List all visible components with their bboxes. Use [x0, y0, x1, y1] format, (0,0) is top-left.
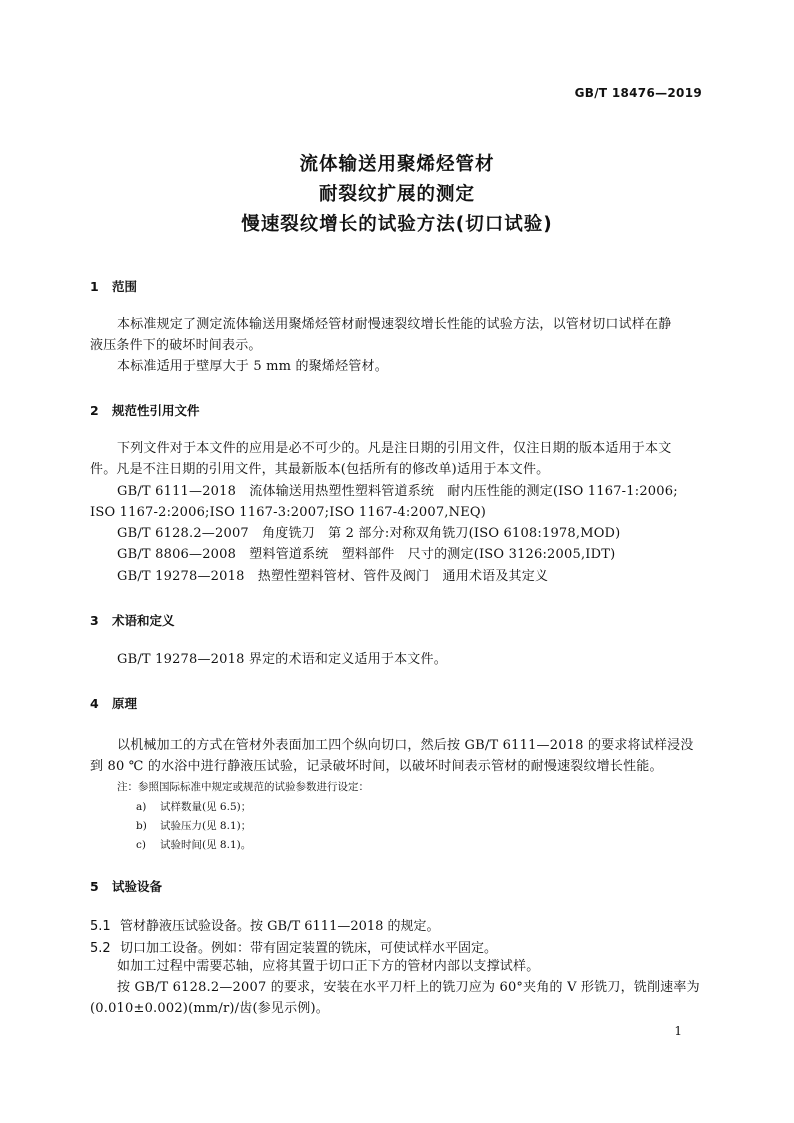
- list-label: b): [136, 820, 147, 832]
- section-4-heading: [90, 694, 137, 712]
- s4-list-item: [136, 818, 251, 833]
- s2-ref1-line2: ISO 1167-2:2006;ISO 1167-3:2007;ISO 1167-4:2007,NEQ): [90, 505, 487, 520]
- s5-para1: 如加工过程中需要芯轴，应将其置于切口正下方的管材内部以支撑试样。: [117, 959, 540, 974]
- section-2-number: 2: [90, 403, 99, 418]
- section-2-heading: [90, 401, 200, 419]
- s5-para2-line2: (0.010±0.002)(mm/r)/齿(参见示例)。: [90, 1001, 329, 1016]
- s4-para1-line2: 到 80 ℃ 的水浴中进行静液压试验，记录破坏时间，以破坏时间表示管材的耐慢速裂纹增长性能。: [90, 759, 663, 774]
- s4-list-item: [136, 799, 251, 814]
- list-label: a): [136, 801, 147, 813]
- list-text: 试样数量(见 6.5)；: [160, 801, 252, 813]
- s5-para2-line1: 按 GB/T 6128.2—2007 的要求，安装在水平刀杆上的铣刀应为 60°夹角的 V 形铣刀，铣削速率为: [117, 980, 700, 995]
- list-label: c): [136, 839, 146, 851]
- s2-ref2: GB/T 6128.2—2007 角度铣刀 第 2 部分:对称双角铣刀(ISO 6108:1978,MOD): [117, 526, 621, 541]
- section-5-heading: [90, 877, 162, 895]
- title-line-3: 慢速裂纹增长的试验方法(切口试验): [241, 214, 553, 235]
- s3-para1: GB/T 19278—2018 界定的术语和定义适用于本文件。: [117, 652, 447, 667]
- section-3-number: 3: [90, 613, 99, 628]
- section-5-title: 试验设备: [112, 879, 163, 894]
- s2-para1-line1: 下列文件对于本文件的应用是必不可少的。凡是注日期的引用文件，仅注日期的版本适用于本文: [117, 441, 672, 456]
- section-3-title: 术语和定义: [112, 613, 175, 628]
- s1-para1-line2: 液压条件下的破坏时间表示。: [90, 338, 262, 353]
- s1-para2: 本标准适用于壁厚大于 5 mm 的聚烯烃管材。: [117, 359, 388, 374]
- s1-para1-line1: 本标准规定了测定流体输送用聚烯烃管材耐慢速裂纹增长性能的试验方法，以管材切口试样在静: [117, 317, 672, 332]
- s4-note: 注：参照国际标准中规定或规范的试验参数进行设定：: [117, 781, 369, 793]
- title-line-2: 耐裂纹扩展的测定: [318, 184, 475, 205]
- list-text: 试验压力(见 8.1)；: [160, 820, 252, 832]
- title-line-1: 流体输送用聚烯烃管材: [299, 154, 495, 175]
- subsection-text: 切口加工设备。例如：带有固定装置的铣床，可使试样水平固定。: [120, 941, 498, 956]
- section-4-title: 原理: [112, 696, 138, 711]
- section-1-number: 1: [90, 279, 99, 294]
- standard-number: GB/T 18476—2019: [574, 86, 702, 100]
- subsection-text: 管材静液压试验设备。按 GB/T 6111—2018 的规定。: [120, 919, 440, 934]
- s2-ref3: GB/T 8806—2008 塑料管道系统 塑料部件 尺寸的测定(ISO 3126:2005,IDT): [117, 547, 616, 562]
- s2-para1-line2: 件。凡是不注日期的引用文件，其最新版本(包括所有的修改单)适用于本文件。: [90, 462, 550, 477]
- section-1-title: 范围: [112, 279, 138, 294]
- s4-para1-line1: 以机械加工的方式在管材外表面加工四个纵向切口，然后按 GB/T 6111—2018 的要求将试样浸没: [117, 738, 694, 753]
- subsection-5-2: [90, 937, 497, 956]
- subsection-5-1: [90, 915, 440, 934]
- subsection-number: 5.2: [90, 941, 111, 956]
- section-1-heading: [90, 277, 137, 295]
- list-text: 试验时间(见 8.1)。: [160, 839, 252, 851]
- s4-list-item: [136, 837, 251, 852]
- s2-ref1-line1: GB/T 6111—2018 流体输送用热塑性塑料管道系统 耐内压性能的测定(ISO 1167-1:2006;: [117, 484, 678, 499]
- page-number: 1: [674, 1024, 682, 1038]
- section-2-title: 规范性引用文件: [112, 403, 200, 418]
- section-4-number: 4: [90, 696, 99, 711]
- s2-ref4: GB/T 19278—2018 热塑性塑料管材、管件及阀门 通用术语及其定义: [117, 569, 549, 584]
- subsection-number: 5.1: [90, 919, 111, 934]
- section-3-heading: [90, 611, 175, 629]
- section-5-number: 5: [90, 879, 99, 894]
